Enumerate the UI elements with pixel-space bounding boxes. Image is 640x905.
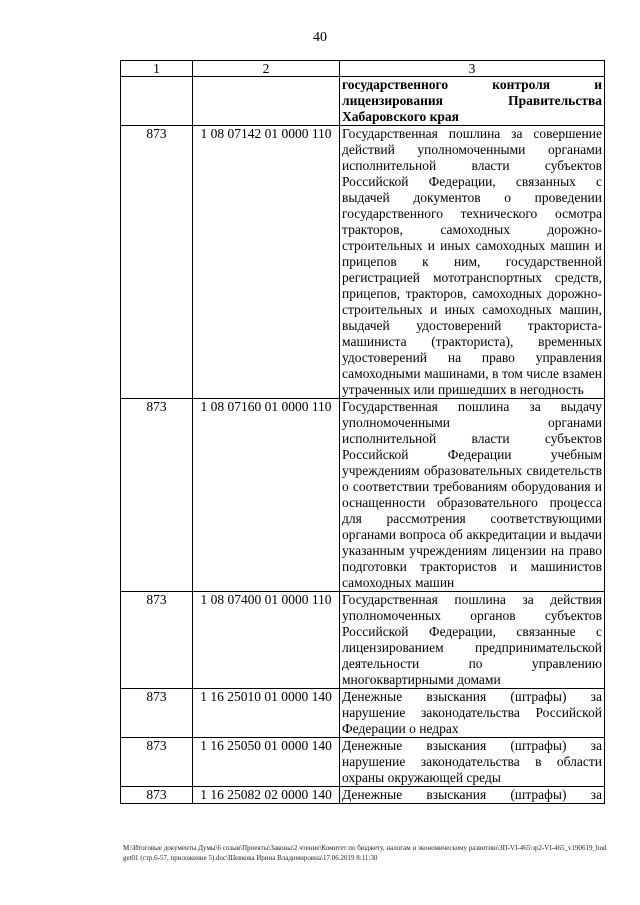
- file-path-footer: M:\Итоговые документы Думы\6 созыв\Проекты\Законы\2 чтение\Комитет по бюджету, налогам и экономическому развитию\ЗП-VI-465\зр2-VI-465_v190619_budget01 (стр.6-57, приложение 5).doc\Шевкова Ирина Владимировна\17.06.2019 8:11:30: [123, 844, 607, 862]
- table-row: [121, 77, 605, 126]
- revenue-name: Денежные взыскания (штрафы) за нарушение законодательства Российской Федерации о недрах: [340, 689, 605, 738]
- revenue-name: Государственная пошлина за выдачу уполномоченными органами исполнительной власти субъектов Российской Федерации учебным учреждениям образовательных свидетельств о соответствии требованиям оборудования и оснащенности образовательного процесса для рассмотрения соответствующими органами вопроса об аккредитации и выдачи указанным учреждениям лицензии на право подготовки трактористов и машинистов самоходных машин: [340, 399, 605, 592]
- table-row: [121, 592, 605, 689]
- kbk-code: 1 16 25082 02 0000 140: [193, 787, 340, 804]
- table-row: [121, 738, 605, 787]
- admin-code: 873: [121, 738, 193, 787]
- page-number: 40: [313, 30, 327, 45]
- revenue-name: Государственная пошлина за совершение действий уполномоченными органами исполнительной власти субъектов Российской Федерации, связанных с выдачей документов о проведении государственного технического осмотра тракторов, самоходных дорожно-строительных и иных самоходных машин и прицепов к ним, государственной регистрацией мототранспортных средств, прицепов, тракторов, самоходных дорожно-строительных и иных самоходных машин, выдачей удостоверений тракториста-машиниста (тракториста), временных удостоверений на право управления самоходными машинами, в том числе взамен утраченных или пришедших в негодность: [340, 126, 605, 399]
- revenue-table: [120, 60, 605, 804]
- kbk-code: 1 08 07160 01 0000 110: [193, 399, 340, 592]
- admin-code: 873: [121, 689, 193, 738]
- code-cell: [121, 77, 193, 126]
- revenue-name: Денежные взыскания (штрафы) за нарушение законодательства в области охраны окружающей среды: [340, 738, 605, 787]
- continuation-text: государственного контроля и лицензирования Правительства Хабаровского края: [340, 77, 605, 126]
- table-row: [121, 787, 605, 804]
- kbk-code: 1 16 25050 01 0000 140: [193, 738, 340, 787]
- kbk-cell: [193, 77, 340, 126]
- table-row: [121, 126, 605, 399]
- table-header-row: [121, 61, 605, 77]
- revenue-name: Государственная пошлина за действия уполномоченных органов субъектов Российской Федерации, связанные с лицензированием предпринимательской деятельности по управлению многоквартирными домами: [340, 592, 605, 689]
- kbk-code: 1 08 07142 01 0000 110: [193, 126, 340, 399]
- kbk-code: 1 08 07400 01 0000 110: [193, 592, 340, 689]
- admin-code: 873: [121, 126, 193, 399]
- header-col-3: 3: [340, 61, 605, 77]
- header-col-2: 2: [193, 61, 340, 77]
- admin-code: 873: [121, 787, 193, 804]
- kbk-code: 1 16 25010 01 0000 140: [193, 689, 340, 738]
- header-col-1: 1: [121, 61, 193, 77]
- admin-code: 873: [121, 592, 193, 689]
- admin-code: 873: [121, 399, 193, 592]
- revenue-name: Денежные взыскания (штрафы) за: [340, 787, 605, 804]
- table-row: [121, 689, 605, 738]
- table-row: [121, 399, 605, 592]
